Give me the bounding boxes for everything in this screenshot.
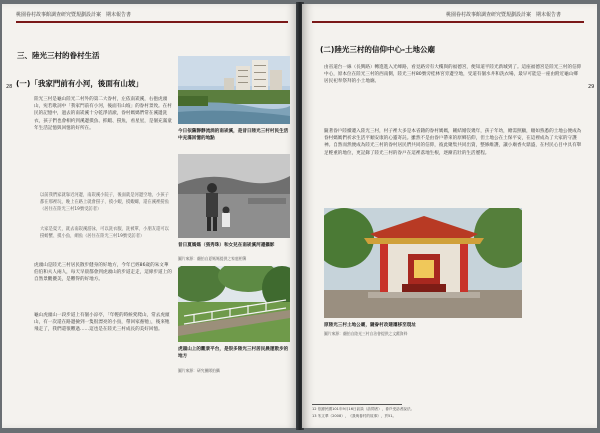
- photo-2-source: 圖片來源：翻拍自夏媽媽提供之家庭相簿: [178, 256, 247, 261]
- section-title-right: (二)陸光三村的信仰中心-土地公廟: [320, 45, 435, 54]
- park-photo: [178, 266, 290, 342]
- section-title-left: 三、陸光三村的眷村生活: [17, 51, 100, 60]
- temple-photo: [324, 208, 522, 318]
- temple-photo-caption: 原陸光三村土地公廟，隨眷村改建遷移至現址: [324, 323, 416, 328]
- right-paragraph-1: 由省道台一線（長興路）轉進進入光峰路，看見路旁有大樓與的福德宮，便知道平陸光新城到了。這座福德宮是陸光三村的信仰中心，原本位在陸光三村的西南側，陸光三村80號旁桂林宮旁邊空地，受道有個水井和洗衣場，最早可能是一座由附近龜山鄉居民祀奉祭拜的小土地廟。: [324, 65, 582, 85]
- body-paragraph-2: 虎頭山是陸光三村居民散步健身的好地方，今年已經86歲的朱文華伯伯和夫人兩人，每天早晨都會到虎頭山的步道走走，這條步道上的自然景觀優美，是難得的好地方。: [34, 263, 172, 283]
- left-page: [2, 4, 298, 428]
- subsection-title-left: (一)「我家門前有小河，後面有山坡」: [16, 79, 143, 88]
- header-rule-left: [16, 21, 288, 23]
- body-paragraph-1: 陸光三村是龜山陸光二村外的第二大眷村，左依南崁溪，右抱虎頭山，宛若歌詞中「我家門前有小河，後面有山坡」的眷村景致。在村民的記憶中，過去的南崁溪十分乾淨清澈，眷村媽媽們常在溪邊洗衣，孩子們也會相約到溪邊摸魚、抓蝦、撈魚，看星星，是個充滿童年生活記憶與回憶的好所在。: [34, 97, 172, 131]
- quote-block-2: 大家是夏天，就去南崁溪游泳，可以洗衣服、洗被單，小朋友還可以撈螃蟹、摸小魚，網魚（居住在陸光三村19號受訪者）: [40, 227, 169, 239]
- running-head-right: 桃園眷村故事館調查研究暨規劃設計案 期末報告書: [446, 12, 562, 18]
- right-paragraph-2: 隨著眷戶陸續遷入陸光三村，村子裡大多是本省籍的眷村媽媽，剛結婚沒幾年，孩子年幼，總需照顧，順如熟悉的土地公便成為眷村媽媽們祈求生活平順安康的心靈寄託。雖然不是由眷戶帶來的原鄉信仰，但土地公在土保平安，在這裡成為了大家的守護神。自然而然便成為陸光三村的眷村居民們共同的信仰，彼此聚集共同出資，整修維護，讓小廟香火鼎盛，在村民心目中具有舉足輕重的地位，更記錄了陸光三村的眷戶在這裡落地生根，逐漸茁壯的生活歷程。: [324, 129, 582, 156]
- running-head-left: 桃園眷村故事館調查研究暨規劃設計案 期末報告書: [16, 12, 132, 18]
- river-photo: [178, 56, 290, 124]
- page-number-right: 29: [588, 84, 595, 90]
- family-photo: [178, 154, 290, 238]
- body-paragraph-3: 龜山虎頭山一段步道上有個小涼亭，「年輕的時候愛爬山，常去虎頭山，有一次還在路邊撿到一隻很漂亮的小鳥，帶回家養牠」，後來牠飛走了，我們還很難過……這也是在陸光三村成長的美好回憶。: [34, 313, 170, 333]
- footnote-2: 13 朱文華（2008），《我與眷村的故事》，頁51。: [312, 414, 397, 418]
- page-number-left: 28: [6, 84, 13, 90]
- footnote-rule: [312, 404, 402, 405]
- temple-photo-source: 圖片來源：翻拍自陸光三村自治會提供之文獻資料: [324, 331, 408, 336]
- photo-2-caption: 昔日夏媽媽（張秀珠）和女兒在南崁溪河邊攝影: [178, 243, 275, 248]
- header-rule-right: [312, 21, 584, 23]
- right-page: [302, 4, 597, 428]
- photo-1-caption: 今日依舊靜靜流淌的南崁溪，是昔日陸光三村村民生活中充滿回憶的地點: [178, 129, 289, 141]
- footnote-1: 12 依據民國101年9月16日訪談（訪問者），眷戶受訪者說法。: [312, 407, 415, 411]
- photo-3-caption: 虎頭山上的觀景平台，是很多陸光三村居民晨運散步的地方: [178, 347, 289, 359]
- quote-block-1: 以前我們家就靠近河邊，南崁溪小院子，後面就是河邊空地，小孩子都在那裡玩，晚上在路上就會撈子、摸小蝦，摸蝦螺，還在溪裡撈魚（居住在陸光三村19號受訪者）: [40, 193, 169, 212]
- photo-3-source: 圖片來源：研究團隊拍攝: [178, 368, 220, 373]
